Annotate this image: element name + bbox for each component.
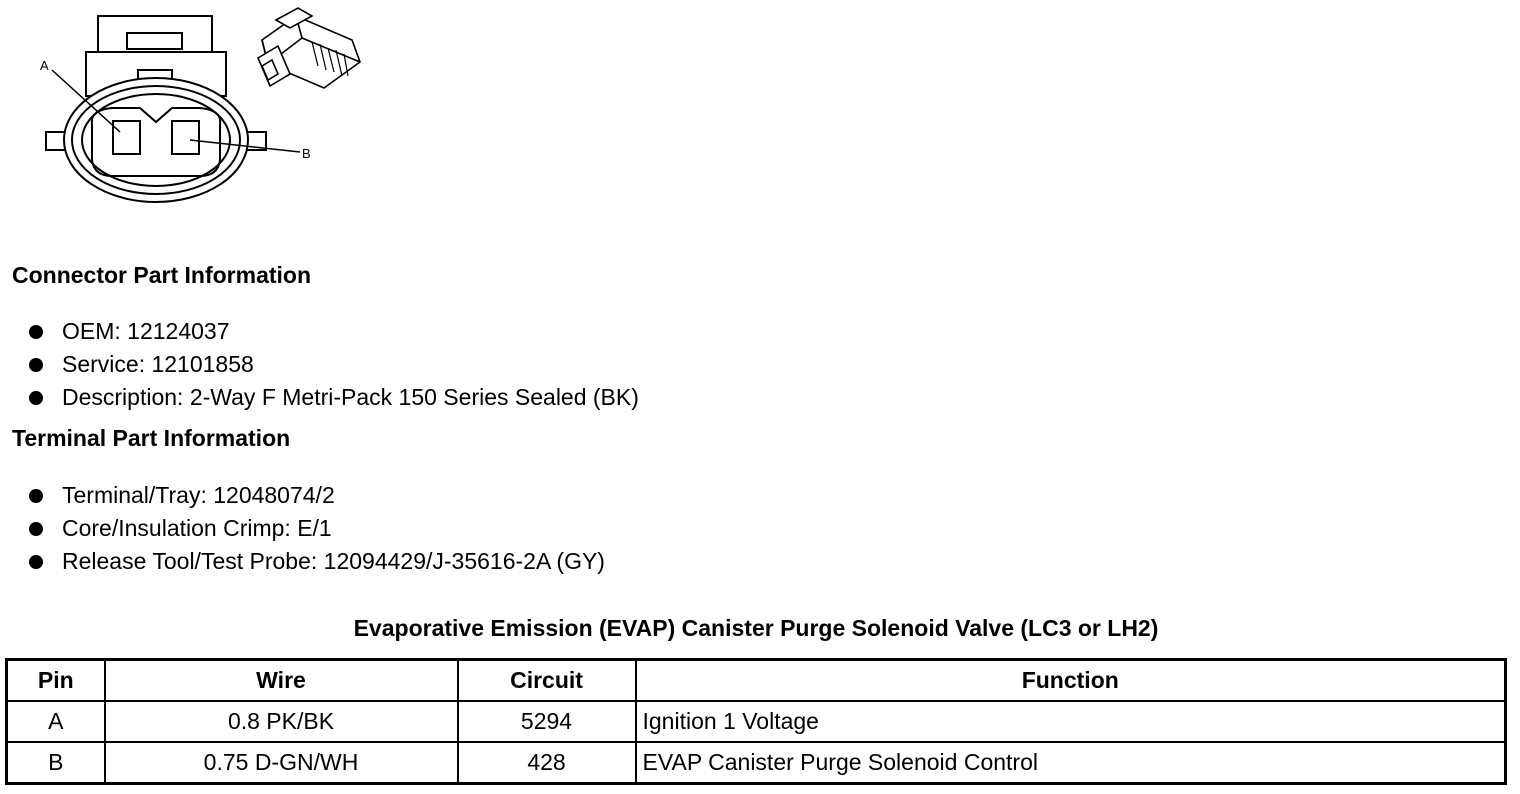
table-row	[7, 701, 1506, 742]
list-item	[0, 513, 605, 546]
list-item-text: Service: 12101858	[62, 351, 254, 377]
connector-part-list	[0, 316, 639, 415]
connector-diagram	[0, 0, 380, 215]
column-header-wire: Wire	[105, 660, 458, 702]
latch-window	[127, 33, 182, 49]
label-a: A	[40, 58, 49, 73]
bullet-icon	[29, 325, 43, 339]
table-title: Evaporative Emission (EVAP) Canister Purge Solenoid Valve (LC3 or LH2)	[353, 615, 1159, 641]
cell-function: Ignition 1 Voltage	[636, 701, 1506, 742]
table-row	[7, 742, 1506, 784]
cell-wire: 0.75 D-GN/WH	[105, 742, 458, 784]
list-item	[0, 546, 605, 579]
pin-table	[5, 658, 1507, 785]
bullet-icon	[29, 391, 43, 405]
label-b: B	[302, 146, 311, 161]
list-item-text: Terminal/Tray: 12048074/2	[62, 482, 335, 508]
bullet-icon	[29, 555, 43, 569]
cell-circuit: 5294	[458, 701, 636, 742]
list-item-text: Description: 2-Way F Metri-Pack 150 Series Sealed (BK)	[62, 384, 639, 410]
list-item	[0, 382, 639, 415]
list-item	[0, 316, 639, 349]
terminal-part-list	[0, 480, 605, 579]
terminal-a	[113, 121, 140, 154]
table-header-row	[7, 660, 1506, 702]
bullet-icon	[29, 489, 43, 503]
list-item-text: Core/Insulation Crimp: E/1	[62, 515, 332, 541]
cell-function: EVAP Canister Purge Solenoid Control	[636, 742, 1506, 784]
column-header-circuit: Circuit	[458, 660, 636, 702]
cell-wire: 0.8 PK/BK	[105, 701, 458, 742]
terminal-b	[172, 121, 199, 154]
list-item	[0, 349, 639, 382]
list-item-text: Release Tool/Test Probe: 12094429/J-35616-2A (GY)	[62, 548, 605, 574]
column-header-pin: Pin	[7, 660, 105, 702]
cell-circuit: 428	[458, 742, 636, 784]
column-header-function: Function	[636, 660, 1506, 702]
list-item	[0, 480, 605, 513]
bullet-icon	[29, 358, 43, 372]
terminal-part-heading: Terminal Part Information	[12, 425, 291, 451]
bullet-icon	[29, 522, 43, 536]
connector-part-heading: Connector Part Information	[12, 262, 312, 288]
list-item-text: OEM: 12124037	[62, 318, 230, 344]
cell-pin: A	[7, 701, 105, 742]
cell-pin: B	[7, 742, 105, 784]
connector-iso-view	[258, 8, 360, 88]
